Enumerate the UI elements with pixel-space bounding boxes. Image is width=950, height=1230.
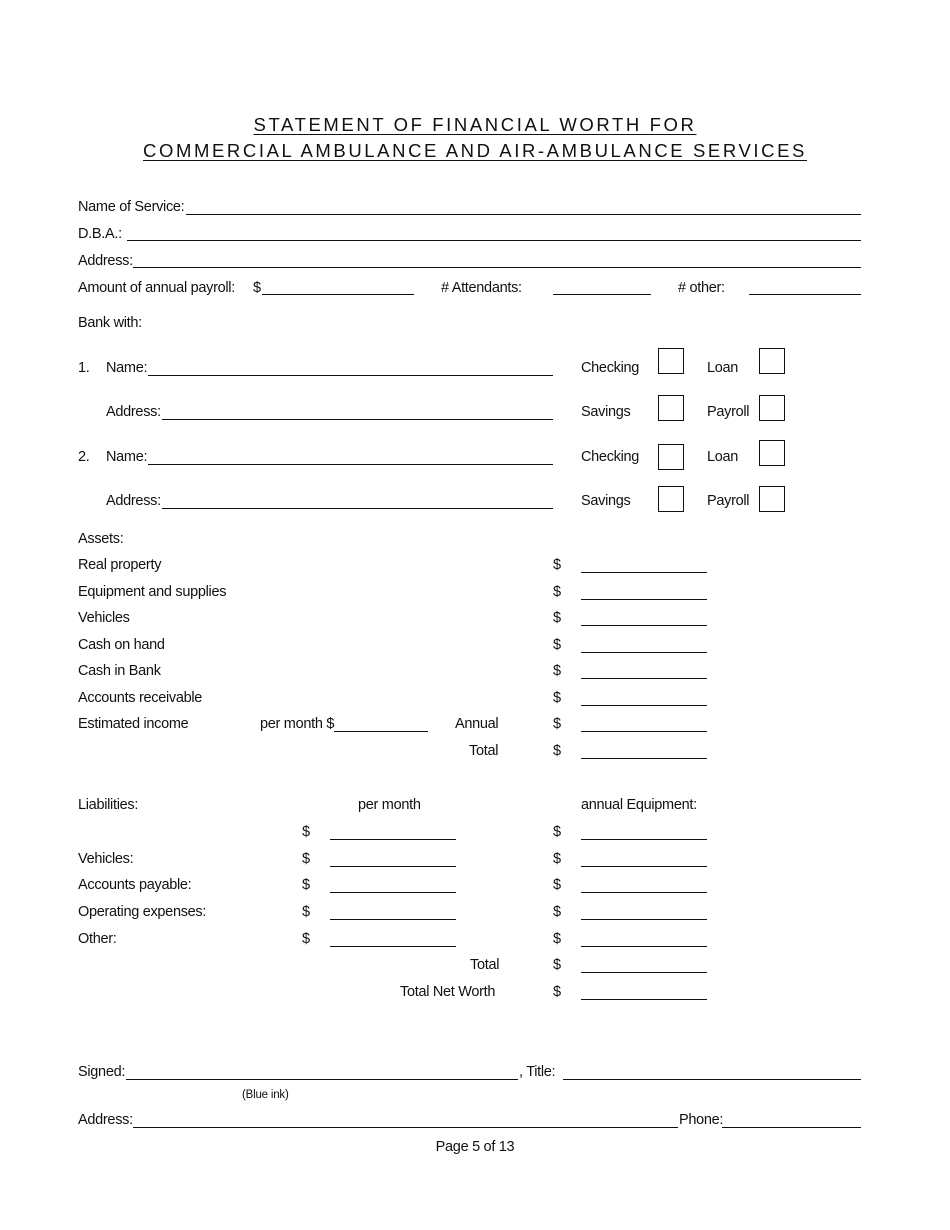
asset-cash-on-hand-label: Cash on hand [78,637,165,653]
bank-2-payroll-label: Payroll [707,493,750,509]
liabilities-heading: Liabilities: [78,797,139,813]
signer-address-label: Address: [78,1112,133,1128]
currency-symbol: $ [553,931,561,947]
bank-1-checking-label: Checking [581,360,640,376]
attendants-field[interactable] [553,294,651,295]
signed-label: Signed: [78,1064,126,1080]
name-of-service-label: Name of Service: [78,199,185,215]
asset-cash-in-bank-field[interactable] [581,678,707,679]
bank-1-loan-checkbox[interactable] [759,348,785,374]
blue-ink-note: (Blue ink) [242,1089,289,1101]
bank-2-savings-checkbox[interactable] [658,486,684,512]
bank-1-address-label: Address: [106,404,161,420]
bank-2-loan-checkbox[interactable] [759,440,785,466]
bank-2-name-label: Name: [106,449,148,465]
currency-symbol: $ [553,984,561,1000]
bank-1-payroll-label: Payroll [707,404,750,420]
liability-vehicles-per-month-field[interactable] [330,866,456,867]
currency-symbol: $ [553,690,561,706]
annual-payroll-field[interactable] [262,294,414,295]
currency-symbol: $ [553,957,561,973]
asset-vehicles-label: Vehicles [78,610,130,626]
bank-2-address-label: Address: [106,493,161,509]
assets-heading: Assets: [78,531,124,547]
signer-address-field[interactable] [133,1127,678,1128]
liability-other-label: Other: [78,931,117,947]
title-label: , Title: [519,1064,556,1080]
liability-vehicles-label: Vehicles: [78,851,134,867]
liability-vehicles-annual-field[interactable] [581,866,707,867]
estimated-income-per-month-label: per month $ [260,716,335,732]
liabilities-per-month-heading: per month [358,797,421,813]
liability-operating-expenses-annual-field[interactable] [581,919,707,920]
other-label: # other: [678,280,725,296]
bank-2-savings-label: Savings [581,493,631,509]
asset-vehicles-field[interactable] [581,625,707,626]
payroll-currency: $ [253,280,261,296]
bank-1-payroll-checkbox[interactable] [759,395,785,421]
address-label: Address: [78,253,133,269]
currency-symbol: $ [302,931,310,947]
form-title-line-1: STATEMENT OF FINANCIAL WORTH FOR [253,114,697,135]
asset-equipment-label: Equipment and supplies [78,584,227,600]
bank-2-name-field[interactable] [148,464,553,465]
equipment-per-month-field[interactable] [330,839,456,840]
liability-other-annual-field[interactable] [581,946,707,947]
liability-operating-expenses-per-month-field[interactable] [330,919,456,920]
dba-field[interactable] [127,240,861,241]
estimated-income-annual-label: Annual [455,716,499,732]
liabilities-total-field[interactable] [581,972,707,973]
total-net-worth-field[interactable] [581,999,707,1000]
bank-2-checking-label: Checking [581,449,640,465]
total-net-worth-label: Total Net Worth [400,984,496,1000]
asset-cash-on-hand-field[interactable] [581,652,707,653]
currency-symbol: $ [553,716,561,732]
name-of-service-field[interactable] [186,214,861,215]
currency-symbol: $ [553,557,561,573]
bank-heading: Bank with: [78,315,142,331]
bank-2-loan-label: Loan [707,449,739,465]
bank-1-savings-label: Savings [581,404,631,420]
currency-symbol: $ [302,824,310,840]
asset-real-property-field[interactable] [581,572,707,573]
currency-symbol: $ [302,851,310,867]
currency-symbol: $ [302,877,310,893]
bank-1-number: 1. [78,360,90,376]
bank-1-checking-checkbox[interactable] [658,348,684,374]
estimated-income-annual-field[interactable] [581,731,707,732]
asset-cash-in-bank-label: Cash in Bank [78,663,161,679]
annual-payroll-label: Amount of annual payroll: [78,280,235,296]
attendants-label: # Attendants: [441,280,522,296]
asset-equipment-field[interactable] [581,599,707,600]
bank-2-checking-checkbox[interactable] [658,444,684,470]
address-field[interactable] [133,267,861,268]
equipment-annual-field[interactable] [581,839,707,840]
liability-accounts-payable-annual-field[interactable] [581,892,707,893]
liability-accounts-payable-per-month-field[interactable] [330,892,456,893]
bank-2-address-field[interactable] [162,508,553,509]
bank-1-address-field[interactable] [162,419,553,420]
signature-field[interactable] [126,1079,518,1080]
bank-1-savings-checkbox[interactable] [658,395,684,421]
other-field[interactable] [749,294,861,295]
liability-other-per-month-field[interactable] [330,946,456,947]
bank-2-payroll-checkbox[interactable] [759,486,785,512]
assets-total-field[interactable] [581,758,707,759]
asset-estimated-income-label: Estimated income [78,716,189,732]
currency-symbol: $ [553,637,561,653]
bank-1-name-field[interactable] [148,375,553,376]
liabilities-total-label: Total [470,957,500,973]
liability-accounts-payable-label: Accounts payable: [78,877,192,893]
asset-accounts-receivable-label: Accounts receivable [78,690,203,706]
currency-symbol: $ [553,584,561,600]
currency-symbol: $ [553,743,561,759]
bank-1-name-label: Name: [106,360,148,376]
liabilities-annual-equipment-heading: annual Equipment: [581,797,697,813]
asset-accounts-receivable-field[interactable] [581,705,707,706]
assets-total-label: Total [469,743,499,759]
liability-operating-expenses-label: Operating expenses: [78,904,207,920]
page-number: Page 5 of 13 [435,1139,515,1155]
currency-symbol: $ [553,824,561,840]
estimated-income-per-month-field[interactable] [334,731,428,732]
currency-symbol: $ [553,663,561,679]
bank-2-number: 2. [78,449,90,465]
currency-symbol: $ [553,851,561,867]
phone-label: Phone: [679,1112,724,1128]
title-field[interactable] [563,1079,861,1080]
currency-symbol: $ [553,610,561,626]
form-title-line-2: COMMERCIAL AMBULANCE AND AIR-AMBULANCE SERVICES [143,140,807,161]
phone-field[interactable] [722,1127,861,1128]
bank-1-loan-label: Loan [707,360,739,376]
currency-symbol: $ [553,904,561,920]
asset-real-property-label: Real property [78,557,162,573]
dba-label: D.B.A.: [78,226,122,242]
currency-symbol: $ [553,877,561,893]
currency-symbol: $ [302,904,310,920]
